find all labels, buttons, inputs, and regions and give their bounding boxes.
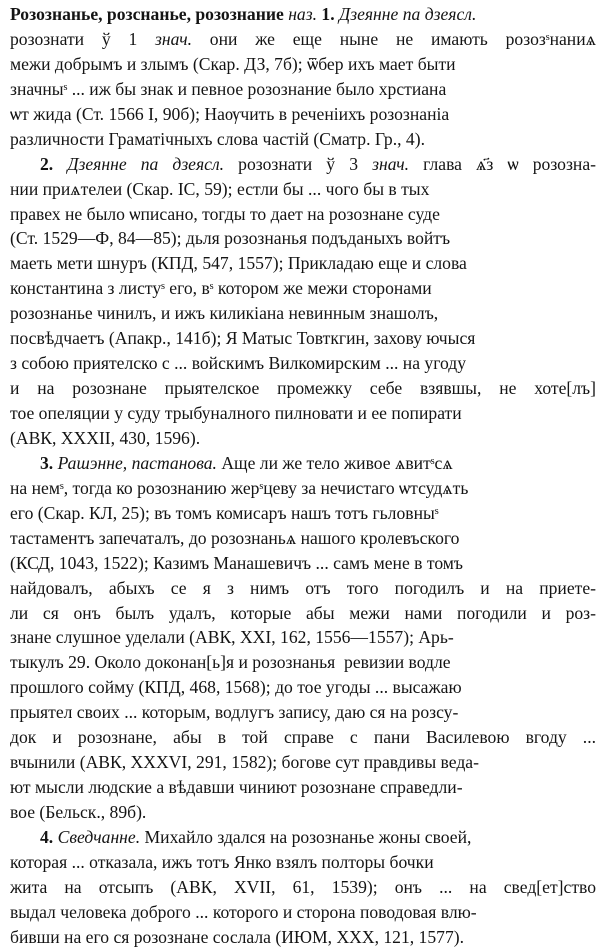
text-run: (Ст. 1529—Ф, 84—85); дьля розознанья подъданыхъ войтъ [10,228,451,249]
text-line [10,725,596,750]
text-run: его (Скар. КЛ, 25); въ томъ комисаръ нашъ тотъ гьловны [10,502,435,523]
text-line [10,800,596,825]
text-run: значны [10,78,64,99]
text-run: розознанье чинилъ, и ижъ киликiана невинным знашолъ, [10,303,439,324]
text-run: которая ... отказала, ижъ тотъ Янко взялъ полторы бочки [10,851,434,872]
text-run: знане слушное уделали (АВК, XXI, 162, 1556—1557); Арь- [10,627,454,648]
text-run: и на розознане прыятелское промежку себе взявшы, не хоте[лъ] [10,378,596,399]
text-line [10,900,596,925]
text-run: Аще ли же тело живое ѧвит [216,452,431,473]
text-line [10,376,596,401]
text-run: з собою приятелско с ... войскимъ Вилкомирским ... на угоду [10,353,467,374]
text-line [10,127,596,152]
text-line [10,850,596,875]
entry-sense-3 [10,451,596,825]
entry-sense-2 [10,152,596,451]
text-line [10,700,596,725]
text-run: бивши на его ся розознане сослала (ИЮМ, XXX, 121, 1577). [10,926,464,947]
text-line [10,451,596,476]
text-run: ˢ [430,452,435,473]
text-run: они же еще ныне не имають розоз [192,28,546,49]
text-line [10,351,596,376]
italic-gloss: Сведчанне. [57,826,141,847]
text-run: док и розознане, абы в той справе с пани Василевою вгоду ... [10,727,596,748]
text-run: правех не было ѡписано, тогды то дает на розознане суде [10,203,440,224]
text-line [10,426,596,451]
text-run: Михайло здался на розознанье жоны своей, [140,826,472,847]
dictionary-entry [10,2,596,950]
text-run: ˢнаниѧ [545,28,596,49]
text-run: посвѣдчаетъ (Апакр., 141б); Я Матыс Товткгин, захову ючыся [10,328,476,349]
text-line [10,301,596,326]
text-line [10,27,596,52]
text-line [10,52,596,77]
text-line [10,650,596,675]
text-run: цеву за нечистаго ѡтсудѧть [263,477,469,498]
entry-headword-section [10,2,596,152]
italic-gloss: наз. [288,4,317,24]
text-run: константина з листу [10,278,162,299]
text-run: , тогда ко розознанию жер [63,477,260,498]
text-line [10,925,596,950]
text-run: ˢ [259,477,264,498]
text-line [10,326,596,351]
text-line [10,77,596,102]
headword: Розознанье, розснанье, розознание [10,4,284,24]
text-line [10,401,596,426]
text-run [53,154,67,174]
text-line [10,775,596,800]
text-run: ли ся онъ былъ удалъ, которые абы межи нами погодили и роз- [10,602,596,623]
text-run: маеть мети шнуръ (КПД, 547, 1557); Прикладаю еще и слова [10,253,467,274]
text-line [10,226,596,251]
text-line [10,251,596,276]
text-run: выдал человека доброго ... которого и сторона поводовая влю- [10,901,477,922]
text-run: ˢ [209,278,214,299]
text-run: розознати ў 3 [224,153,373,174]
text-line [10,152,596,177]
text-run: межи добрымъ и злымъ (Скар. ДЗ, 7б); ѿбер ихъ мает быти [10,53,456,74]
text-run: ˢ [59,477,64,498]
text-run: (КСД, 1043, 1522); Казимъ Манашевичъ ... самъ мене в томъ [10,552,464,573]
text-run: (АВК, XXXII, 430, 1596). [10,427,201,448]
italic-gloss: Дзеянне па дзеясл. [339,4,477,24]
text-line [10,177,596,202]
italic-gloss: Дзеянне па дзеясл. [67,153,225,174]
entry-sense-4 [10,825,596,950]
text-run: котором же межи сторонами [213,278,432,299]
text-run: ѡт жида (Ст. 1566 І, 90б); Наѹчить в реченіихъ розознаніа [10,103,450,124]
text-line [10,501,596,526]
text-line [10,675,596,700]
text-line [10,202,596,227]
text-run: его, в [164,278,210,299]
sense-number: 1. [321,4,335,24]
text-run: нии приѧтелеи (Скар. ІС, 59); естли бы ... чого бы в тых [10,178,430,199]
text-run: вчынили (АВК, XXXVI, 291, 1582); богове сут правдивы ведa- [10,752,479,773]
text-run: сѧ [434,452,453,473]
text-run: прыятел своих ... которым, водлугъ запису, даю ся на розсу- [10,702,459,723]
text-line [10,576,596,601]
text-run: различности Граматiчныхъ слова частiй (Сматр. Гр., 4). [10,128,425,149]
text-line [10,750,596,775]
text-run: на нем [10,477,60,498]
text-run: ют мысли людские а вѣдавши чиниют розознане справедли- [10,777,463,798]
sense-number: 3. [40,452,54,473]
text-run: ˢ [161,278,165,299]
text-run: тастаментъ запечаталъ, до розознаньѧ нашого кролевъского [10,527,460,548]
text-run: прошлого сойму (КПД, 468, 1568); до тое угоды ... высажаю [10,677,462,698]
text-run: вое (Бельск., 89б). [10,802,147,822]
text-line [10,276,596,301]
text-line [10,825,596,850]
text-line [10,102,596,127]
text-run: тое опеляции у суду трыбуналного пилновати и ее попирати [10,403,462,423]
italic-gloss: знач. [155,28,192,49]
text-run: ˢ [434,502,439,523]
sense-number: 4. [40,826,54,847]
text-line [10,625,596,650]
text-run: тыкулъ 29. Около доконан[ь]я и розознанья ревизии водле [10,652,451,673]
text-line [10,601,596,626]
sense-number: 2. [40,153,54,174]
text-run: глава ѧ҃з ѡ розозна- [409,153,596,174]
text-line [10,526,596,551]
text-run: розознати ў 1 [10,28,156,49]
italic-gloss: Рашэнне, пастанова. [57,452,217,473]
text-line [10,875,596,900]
italic-gloss: знач. [372,153,410,174]
text-run: ˢ [63,78,68,99]
text-run: найдовалъ, абыхъ се я з нимъ отъ того погодилъ и на приете- [10,577,596,598]
text-run: жита на отсыпъ (АВК, XVII, 61, 1539); онъ ... на свед[ет]ство [10,876,596,897]
text-run: ... иж бы знак и певное розознание было хрстиана [67,78,447,99]
text-line [10,476,596,501]
text-line [10,551,596,576]
text-line [10,2,596,27]
